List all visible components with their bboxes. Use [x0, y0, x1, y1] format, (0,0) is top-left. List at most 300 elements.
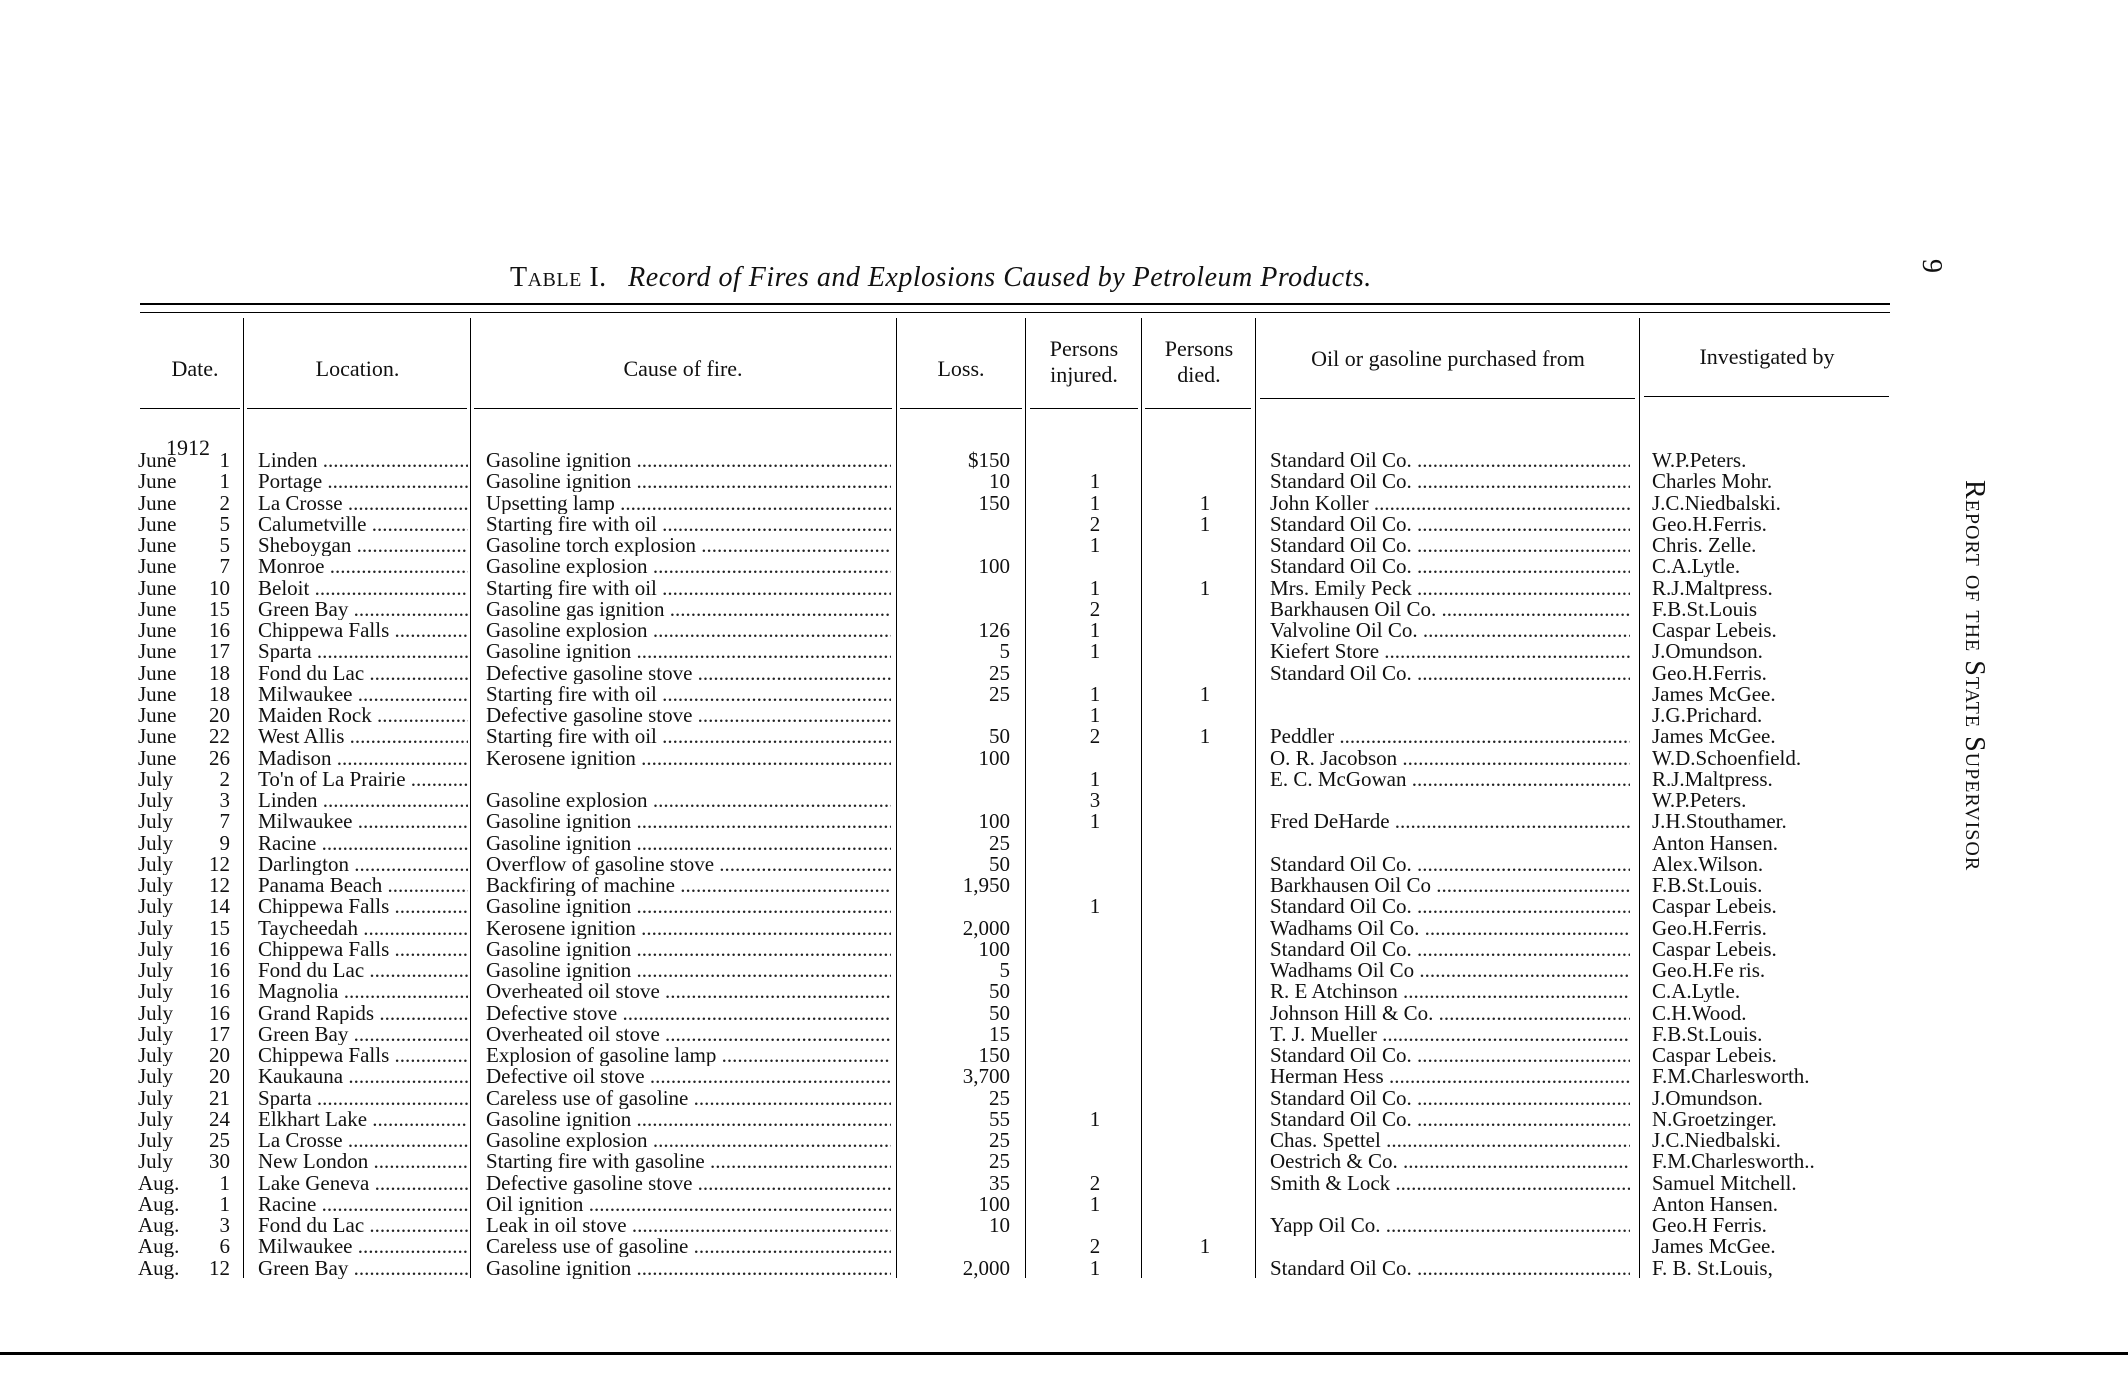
cell-location: Beloit ..... — [258, 578, 468, 599]
cell-loss: 55 — [989, 1108, 1010, 1130]
page-number: 9 — [1916, 259, 1947, 273]
table-title-label: Table I. — [510, 262, 607, 293]
cell-oil: T. J. Mueller ..... — [1270, 1024, 1630, 1045]
cell-loss: 25 — [989, 662, 1010, 684]
cell-location: Fond du Lac ..... — [258, 1215, 468, 1236]
table-row — [0, 1088, 2128, 1109]
cell-cause: Defective gasoline stove ..... — [486, 1173, 891, 1194]
cell-month: July — [138, 896, 174, 918]
cell-day: 1 — [219, 450, 230, 471]
cell-died: 1 — [1199, 726, 1211, 748]
cell-month: July — [138, 1108, 174, 1130]
header-oil: Oil or gasoline purchased from — [1311, 346, 1585, 371]
table-row — [0, 939, 2128, 960]
cell-injured: 1 — [1089, 1108, 1101, 1130]
cell-investigator: James McGee. — [1652, 726, 1776, 748]
cell-cause: Gasoline ignition ..... — [486, 811, 891, 832]
cell-location: Darlington ..... — [258, 854, 468, 875]
cell-month: July — [138, 917, 174, 939]
table-row — [0, 450, 2128, 471]
table-row — [0, 1003, 2128, 1024]
cell-loss: 5 — [999, 960, 1010, 981]
cell-loss: 100 — [978, 811, 1010, 833]
table-row — [0, 1173, 2128, 1194]
cell-cause: Gasoline ignition ..... — [486, 833, 891, 854]
cell-loss: 1,950 — [962, 875, 1010, 896]
cell-day: 2 — [219, 768, 230, 790]
table-row — [0, 896, 2128, 917]
year-label: 1912 — [166, 435, 210, 460]
cell-loss: 126 — [978, 620, 1010, 641]
cell-investigator: W.P.Peters. — [1652, 790, 1747, 811]
cell-cause: Careless use of gasoline ..... — [486, 1236, 891, 1257]
cell-investigator: Chris. Zelle. — [1652, 535, 1757, 556]
cell-oil: Standard Oil Co. ..... — [1270, 556, 1630, 577]
cell-day: 3 — [219, 790, 230, 811]
cell-location: Green Bay ..... — [258, 599, 468, 620]
cell-day: 12 — [209, 853, 230, 875]
cell-oil: Standard Oil Co. ..... — [1270, 663, 1630, 684]
table-row — [0, 663, 2128, 684]
cell-oil: Herman Hess ..... — [1270, 1066, 1630, 1087]
cell-location: Elkhart Lake ..... — [258, 1109, 468, 1130]
cell-day: 1 — [219, 1172, 230, 1194]
cell-loss: 100 — [978, 938, 1010, 960]
table-row — [0, 1194, 2128, 1215]
cell-oil: Barkhausen Oil Co ..... — [1270, 875, 1630, 896]
cell-location: Milwaukee ..... — [258, 1236, 468, 1257]
cell-investigator: James McGee. — [1652, 1236, 1776, 1258]
cell-injured: 1 — [1089, 811, 1101, 833]
cell-injured: 1 — [1089, 683, 1101, 705]
cell-month: July — [138, 960, 174, 981]
cell-oil: Standard Oil Co. ..... — [1270, 854, 1630, 875]
cell-location: Grand Rapids ..... — [258, 1003, 468, 1024]
cell-day: 12 — [209, 1257, 230, 1279]
cell-day: 30 — [209, 1151, 230, 1173]
cell-month: July — [138, 1045, 174, 1066]
cell-injured: 1 — [1089, 705, 1101, 726]
cell-location: Linden ..... — [258, 450, 468, 471]
table-row — [0, 960, 2128, 981]
cell-cause: Gasoline ignition ..... — [486, 471, 891, 492]
cell-day: 18 — [209, 662, 230, 684]
cell-investigator: Anton Hansen. — [1652, 1193, 1778, 1215]
cell-loss: 35 — [989, 1172, 1010, 1194]
cell-day: 9 — [219, 832, 230, 854]
cell-month: June — [138, 683, 177, 705]
cell-loss: 25 — [989, 1087, 1010, 1109]
cell-oil: Kiefert Store ..... — [1270, 641, 1630, 662]
cell-died: 1 — [1199, 577, 1211, 599]
cell-oil: Fred DeHarde ..... — [1270, 811, 1630, 832]
cell-day: 24 — [209, 1108, 230, 1130]
cell-loss: 50 — [989, 981, 1010, 1003]
cell-cause: Upsetting lamp ..... — [486, 493, 891, 514]
cell-injured: 1 — [1089, 620, 1101, 641]
cell-location: Green Bay ..... — [258, 1258, 468, 1279]
cell-month: Aug. — [138, 1193, 180, 1215]
cell-loss: 25 — [989, 1130, 1010, 1151]
cell-oil: Standard Oil Co. ..... — [1270, 1088, 1630, 1109]
cell-cause: Overheated oil stove ..... — [486, 981, 891, 1002]
cell-loss: 50 — [989, 1002, 1010, 1024]
cell-loss: 15 — [989, 1023, 1010, 1045]
cell-loss: 100 — [978, 556, 1010, 578]
cell-died: 1 — [1199, 683, 1211, 705]
cell-injured: 3 — [1089, 790, 1101, 811]
table-row — [0, 620, 2128, 641]
cell-loss: 2,000 — [962, 1257, 1010, 1279]
cell-location: Calumetville ..... — [258, 514, 468, 535]
table-row — [0, 1066, 2128, 1087]
cell-loss: 150 — [978, 492, 1010, 514]
cell-cause: Gasoline ignition ..... — [486, 450, 891, 471]
cell-day: 16 — [209, 620, 230, 641]
cell-investigator: Geo.H.Ferris. — [1652, 513, 1767, 535]
cell-month: June — [138, 705, 177, 726]
cell-cause: Starting fire with oil ..... — [486, 578, 891, 599]
cell-died: 1 — [1199, 513, 1211, 535]
header-rule — [474, 408, 892, 409]
cell-loss: 25 — [989, 832, 1010, 854]
cell-oil: Barkhausen Oil Co. ..... — [1270, 599, 1630, 620]
cell-loss: 5 — [999, 641, 1010, 663]
cell-injured: 1 — [1089, 471, 1101, 493]
table-row — [0, 641, 2128, 662]
header-rule — [1644, 396, 1889, 397]
cell-injured: 2 — [1089, 726, 1101, 748]
cell-day: 20 — [209, 705, 230, 726]
cell-location: Portage ..... — [258, 471, 468, 492]
cell-cause: Gasoline gas ignition ..... — [486, 599, 891, 620]
cell-day: 25 — [209, 1130, 230, 1151]
cell-day: 10 — [209, 577, 230, 599]
cell-investigator: C.A.Lytle. — [1652, 981, 1741, 1003]
cell-oil: Standard Oil Co. ..... — [1270, 1109, 1630, 1130]
cell-location: Lake Geneva ..... — [258, 1173, 468, 1194]
cell-cause: Starting fire with oil ..... — [486, 684, 891, 705]
cell-loss: 25 — [989, 683, 1010, 705]
cell-investigator: F.M.Charlesworth.. — [1652, 1151, 1815, 1173]
header-cause: Cause of fire. — [623, 356, 743, 381]
cell-location: Panama Beach ..... — [258, 875, 468, 896]
cell-investigator: Geo.H.Ferris. — [1652, 662, 1767, 684]
cell-location: Chippewa Falls ..... — [258, 896, 468, 917]
cell-injured: 1 — [1089, 535, 1101, 556]
cell-cause: Gasoline torch explosion ..... — [486, 535, 891, 556]
cell-location: Taycheedah ..... — [258, 918, 468, 939]
cell-oil: R. E Atchinson ..... — [1270, 981, 1630, 1002]
cell-investigator: Anton Hansen. — [1652, 832, 1778, 854]
cell-location: Chippewa Falls ..... — [258, 620, 468, 641]
cell-cause: Gasoline explosion ..... — [486, 556, 891, 577]
cell-cause: Overheated oil stove ..... — [486, 1024, 891, 1045]
cell-cause: Starting fire with oil ..... — [486, 514, 891, 535]
cell-location: Sparta ..... — [258, 641, 468, 662]
cell-investigator: James McGee. — [1652, 683, 1776, 705]
cell-month: June — [138, 662, 177, 684]
cell-loss: 2,000 — [962, 917, 1010, 939]
cell-cause: Gasoline explosion ..... — [486, 790, 891, 811]
cell-loss: 150 — [978, 1045, 1010, 1066]
header-rule — [140, 408, 240, 409]
cell-injured: 1 — [1089, 641, 1101, 663]
cell-location: La Crosse ..... — [258, 493, 468, 514]
cell-location: Maiden Rock ..... — [258, 705, 468, 726]
cell-investigator: Samuel Mitchell. — [1652, 1172, 1797, 1194]
cell-day: 14 — [209, 896, 230, 918]
cell-month: July — [138, 1130, 174, 1151]
cell-day: 22 — [209, 726, 230, 748]
cell-month: July — [138, 1087, 174, 1109]
cell-month: Aug. — [138, 1236, 180, 1258]
cell-investigator: Charles Mohr. — [1652, 471, 1773, 493]
cell-loss: 25 — [989, 1151, 1010, 1173]
cell-loss: 10 — [989, 471, 1010, 493]
table-row — [0, 1130, 2128, 1151]
cell-cause: Explosion of gasoline lamp ..... — [486, 1045, 891, 1066]
cell-month: June — [138, 598, 177, 620]
table-body — [0, 450, 2128, 1279]
cell-investigator: J.Omundson. — [1652, 1087, 1763, 1109]
cell-month: July — [138, 875, 174, 896]
cell-investigator: Caspar Lebeis. — [1652, 620, 1777, 641]
table-row — [0, 748, 2128, 769]
cell-cause: Gasoline ignition ..... — [486, 1109, 891, 1130]
cell-month: July — [138, 1002, 174, 1024]
cell-day: 3 — [219, 1215, 230, 1236]
cell-investigator: F. B. St.Louis, — [1652, 1257, 1773, 1279]
cell-day: 6 — [219, 1236, 230, 1258]
page-bottom-rule — [0, 1352, 2128, 1355]
cell-day: 21 — [209, 1087, 230, 1109]
cell-injured: 2 — [1089, 1172, 1101, 1194]
cell-investigator: W.D.Schoenfield. — [1652, 747, 1802, 769]
cell-loss: 50 — [989, 853, 1010, 875]
table-row — [0, 578, 2128, 599]
cell-month: July — [138, 768, 174, 790]
cell-investigator: J.H.Stouthamer. — [1652, 811, 1787, 833]
cell-month: July — [138, 811, 174, 833]
header-rule — [1260, 398, 1635, 399]
cell-location: Magnolia ..... — [258, 981, 468, 1002]
cell-cause: Defective gasoline stove ..... — [486, 705, 891, 726]
cell-location: Fond du Lac ..... — [258, 663, 468, 684]
cell-month: July — [138, 1023, 174, 1045]
cell-day: 16 — [209, 1002, 230, 1024]
cell-investigator: J.C.Niedbalski. — [1652, 492, 1781, 514]
table-title-text: Record of Fires and Explosions Caused by Petroleum Products. — [628, 262, 1372, 293]
cell-location: Linden ..... — [258, 790, 468, 811]
cell-oil: Standard Oil Co. ..... — [1270, 450, 1630, 471]
cell-month: July — [138, 938, 174, 960]
cell-location: Sparta ..... — [258, 1088, 468, 1109]
table-row — [0, 705, 2128, 726]
table-row — [0, 471, 2128, 492]
cell-location: Green Bay ..... — [258, 1024, 468, 1045]
header-died-line1: Persons — [1164, 336, 1234, 361]
table-row — [0, 790, 2128, 811]
cell-investigator: R.J.Maltpress. — [1652, 768, 1773, 790]
cell-cause: Starting fire with oil ..... — [486, 726, 891, 747]
cell-investigator: F.B.St.Louis. — [1652, 875, 1763, 896]
cell-day: 15 — [209, 917, 230, 939]
cell-cause: Gasoline explosion ..... — [486, 1130, 891, 1151]
running-head: Report of the State Supervisor — [1959, 480, 1990, 872]
cell-cause: Starting fire with gasoline ..... — [486, 1151, 891, 1172]
cell-location: Racine ..... — [258, 1194, 468, 1215]
cell-day: 26 — [209, 747, 230, 769]
cell-oil: Standard Oil Co. ..... — [1270, 1258, 1630, 1279]
cell-oil: Standard Oil Co. ..... — [1270, 535, 1630, 556]
cell-day: 7 — [219, 811, 230, 833]
cell-month: July — [138, 1066, 174, 1088]
cell-investigator: N.Groetzinger. — [1652, 1108, 1777, 1130]
cell-cause: Gasoline ignition ..... — [486, 896, 891, 917]
cell-oil: Wadhams Oil Co. ..... — [1270, 918, 1630, 939]
table-row — [0, 1109, 2128, 1130]
table-row — [0, 854, 2128, 875]
cell-location: To'n of La Prairie ..... — [258, 769, 468, 790]
cell-location: Chippewa Falls ..... — [258, 1045, 468, 1066]
cell-month: June — [138, 471, 177, 493]
cell-died: 1 — [1199, 1236, 1211, 1258]
cell-investigator: J.Omundson. — [1652, 641, 1763, 663]
cell-cause: Careless use of gasoline ..... — [486, 1088, 891, 1109]
table-row — [0, 875, 2128, 896]
cell-loss: 100 — [978, 747, 1010, 769]
cell-oil: Wadhams Oil Co ..... — [1270, 960, 1630, 981]
cell-injured: 1 — [1089, 492, 1101, 514]
cell-month: June — [138, 535, 177, 556]
cell-investigator: C.H.Wood. — [1652, 1002, 1747, 1024]
cell-oil: E. C. McGowan ..... — [1270, 769, 1630, 790]
cell-location: Milwaukee ..... — [258, 811, 468, 832]
cell-oil: Standard Oil Co. ..... — [1270, 896, 1630, 917]
cell-investigator: Geo.H.Fe ris. — [1652, 960, 1766, 981]
table-title — [510, 262, 1372, 294]
table-row — [0, 535, 2128, 556]
cell-investigator: Caspar Lebeis. — [1652, 896, 1777, 918]
cell-month: July — [138, 853, 174, 875]
cell-cause: Gasoline ignition ..... — [486, 939, 891, 960]
header-location: Location. — [315, 356, 400, 381]
cell-day: 18 — [209, 683, 230, 705]
cell-loss: $150 — [968, 450, 1010, 471]
cell-month: Aug. — [138, 1257, 180, 1279]
cell-loss: 50 — [989, 726, 1010, 748]
header-injured-line2: injured. — [1050, 362, 1118, 387]
top-rule — [140, 303, 1890, 305]
cell-month: Aug. — [138, 1215, 180, 1236]
header-rule — [1145, 408, 1251, 409]
cell-day: 16 — [209, 960, 230, 981]
table-row — [0, 1236, 2128, 1257]
cell-cause: Defective stove ..... — [486, 1003, 891, 1024]
header-rule — [1030, 408, 1138, 409]
cell-month: June — [138, 620, 177, 641]
cell-cause: Kerosene ignition ..... — [486, 748, 891, 769]
cell-day: 15 — [209, 598, 230, 620]
header-rule — [247, 408, 467, 409]
cell-cause: Gasoline explosion ..... — [486, 620, 891, 641]
cell-investigator: Caspar Lebeis. — [1652, 1045, 1777, 1066]
cell-investigator: Geo.H Ferris. — [1652, 1215, 1767, 1236]
cell-investigator: J.G.Prichard. — [1652, 705, 1763, 726]
cell-day: 2 — [219, 492, 230, 514]
cell-oil: O. R. Jacobson ..... — [1270, 748, 1630, 769]
cell-investigator: C.A.Lytle. — [1652, 556, 1741, 578]
cell-oil: Peddler ..... — [1270, 726, 1630, 747]
cell-oil: John Koller ..... — [1270, 493, 1630, 514]
cell-investigator: F.B.St.Louis. — [1652, 1023, 1763, 1045]
cell-cause: Defective oil stove ..... — [486, 1066, 891, 1087]
cell-month: July — [138, 832, 174, 854]
cell-location: Monroe ..... — [258, 556, 468, 577]
header-died-line2: died. — [1177, 362, 1221, 387]
cell-oil: Oestrich & Co. ..... — [1270, 1151, 1630, 1172]
cell-cause: Overflow of gasoline stove ..... — [486, 854, 891, 875]
cell-location: Chippewa Falls ..... — [258, 939, 468, 960]
cell-investigator: Geo.H.Ferris. — [1652, 917, 1767, 939]
cell-location: Kaukauna ..... — [258, 1066, 468, 1087]
table-row — [0, 1045, 2128, 1066]
cell-oil: Standard Oil Co. ..... — [1270, 514, 1630, 535]
cell-cause: Gasoline ignition ..... — [486, 1258, 891, 1279]
cell-day: 12 — [209, 875, 230, 896]
cell-cause: Defective gasoline stove ..... — [486, 663, 891, 684]
cell-month: June — [138, 726, 177, 748]
cell-investigator: R.J.Maltpress. — [1652, 577, 1773, 599]
table-row — [0, 1258, 2128, 1279]
cell-injured: 1 — [1089, 896, 1101, 918]
cell-loss: 10 — [989, 1215, 1010, 1236]
cell-location: Madison ..... — [258, 748, 468, 769]
table-row — [0, 811, 2128, 832]
top-rule-thin — [140, 312, 1890, 313]
cell-investigator: W.P.Peters. — [1652, 450, 1747, 471]
cell-cause: Gasoline ignition ..... — [486, 960, 891, 981]
cell-location: La Crosse ..... — [258, 1130, 468, 1151]
cell-investigator: F.M.Charlesworth. — [1652, 1066, 1810, 1088]
cell-month: June — [138, 513, 177, 535]
cell-month: June — [138, 450, 177, 471]
cell-location: New London ..... — [258, 1151, 468, 1172]
cell-loss: 100 — [978, 1193, 1010, 1215]
cell-month: June — [138, 577, 177, 599]
table-row — [0, 981, 2128, 1002]
cell-investigator: F.B.St.Louis — [1652, 598, 1758, 620]
cell-month: June — [138, 641, 177, 663]
cell-injured: 1 — [1089, 768, 1101, 790]
table-row — [0, 493, 2128, 514]
cell-oil: Smith & Lock ..... — [1270, 1173, 1630, 1194]
table-row — [0, 1215, 2128, 1236]
cell-cause: Leak in oil stove ..... — [486, 1215, 891, 1236]
cell-day: 7 — [219, 556, 230, 578]
cell-died: 1 — [1199, 492, 1211, 514]
cell-oil: Standard Oil Co. ..... — [1270, 939, 1630, 960]
header-injured-line1: Persons — [1049, 336, 1119, 361]
cell-injured: 1 — [1089, 1257, 1101, 1279]
cell-investigator: Caspar Lebeis. — [1652, 938, 1777, 960]
header-investigator: Investigated by — [1699, 344, 1835, 369]
cell-location: Milwaukee ..... — [258, 684, 468, 705]
cell-day: 1 — [219, 1193, 230, 1215]
cell-month: June — [138, 492, 177, 514]
cell-day: 5 — [219, 535, 230, 556]
